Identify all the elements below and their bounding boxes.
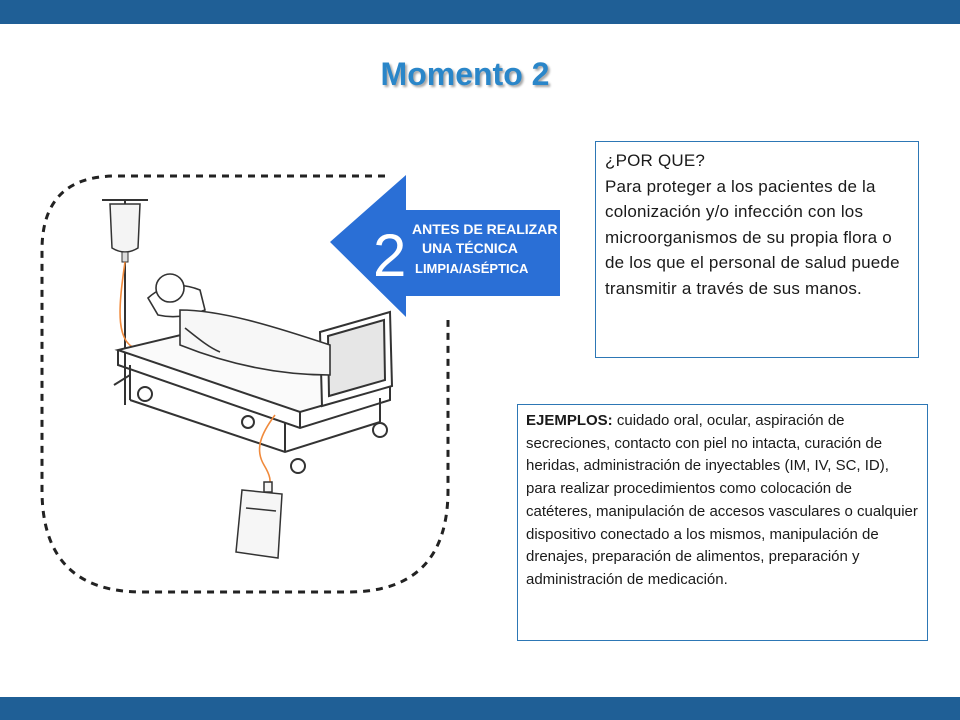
iv-bag-icon — [102, 200, 148, 405]
patient-bed-illustration — [30, 160, 570, 610]
drain-tube — [260, 415, 275, 488]
page-title: Momento 2 — [380, 56, 550, 92]
why-text: Para proteger a los pacientes de la colonización y/o infección con los microorganismos de su propia flora o de los que el personal de salud puede transmitir a través de sus manos. — [605, 176, 900, 298]
examples-text: cuidado oral, ocular, aspiración de secreciones, contacto con piel no intacta, curación de heridas, administración de inyectables (IM, IV, SC, ID), para realizar procedimientos como colocación de catéteres, manipulación de accesos vasculares o cualquier dispositivo conectado a los mismos, manipulación de drenajes, preparación de alimentos, preparación y administración de medicación. — [526, 412, 918, 588]
arrow-text-line1: ANTES DE REALIZAR — [412, 221, 558, 237]
arrow-text-line2: UNA TÉCNICA — [422, 240, 518, 256]
drainage-bag-icon — [236, 482, 282, 558]
examples-label: EJEMPLOS: — [526, 412, 613, 429]
header-bar — [0, 0, 960, 24]
footer-bar — [0, 697, 960, 720]
examples-box — [517, 404, 928, 641]
why-box — [595, 141, 919, 358]
arrow-text-line3: LIMPIA/ASÉPTICA — [415, 261, 529, 276]
why-title: ¿POR QUE? — [605, 151, 706, 170]
arrow-number: 2 — [373, 222, 407, 289]
